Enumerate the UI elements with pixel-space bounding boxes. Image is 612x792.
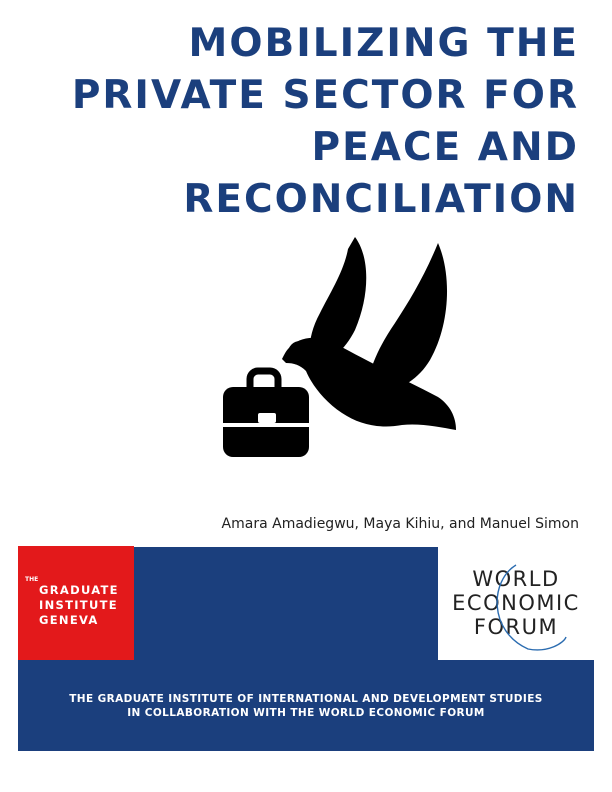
world-economic-forum-logo [438,547,594,660]
logo-line: GENEVA [39,613,99,627]
report-title [19,18,579,226]
title-line: PEACE AND [311,125,579,170]
wef-line: WORLD [472,567,560,591]
graduate-institute-logo [18,546,134,660]
footer-text [18,692,594,720]
title-line: MOBILIZING THE [188,21,579,66]
title-line: RECONCILIATION [183,177,579,222]
footer-line: IN COLLABORATION WITH THE WORLD ECONOMIC FORUM [127,707,485,719]
cover-illustration [220,235,460,465]
briefcase-icon [223,371,309,457]
wef-line: ECONOMIC [452,591,580,615]
authors-line: Amara Amadiegwu, Maya Kihiu, and Manuel Simon [221,516,579,532]
logo-line: GRADUATE [39,583,119,597]
wef-arc-icon [468,561,568,653]
logo-line: INSTITUTE [39,598,118,612]
wef-line: FORUM [473,615,559,639]
title-line: PRIVATE SECTOR FOR [71,73,579,118]
logo-the: THE [25,576,39,583]
footer-line: THE GRADUATE INSTITUTE OF INTERNATIONAL AND DEVELOPMENT STUDIES [69,693,543,705]
